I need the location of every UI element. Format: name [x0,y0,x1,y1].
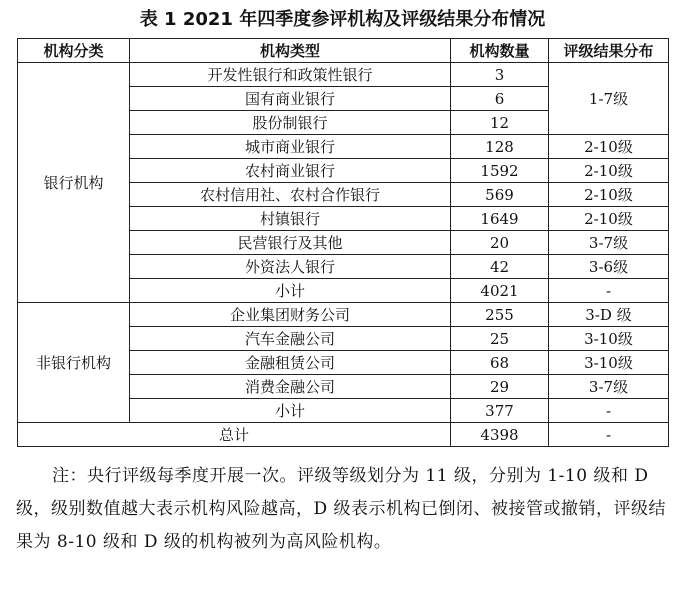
rating-cell: 3-7级 [549,231,669,255]
count-cell: 255 [451,303,549,327]
total-row [18,423,669,447]
count-cell: 1649 [451,207,549,231]
type-cell: 农村商业银行 [130,159,451,183]
count-cell: 68 [451,351,549,375]
table-row [18,63,669,87]
type-cell: 企业集团财务公司 [130,303,451,327]
type-cell: 开发性银行和政策性银行 [130,63,451,87]
rating-cell: 3-10级 [549,327,669,351]
count-cell: 12 [451,111,549,135]
subtotal-count: 4021 [451,279,549,303]
rating-cell: 2-10级 [549,159,669,183]
category-cell-nonbank: 非银行机构 [18,303,130,423]
count-cell: 20 [451,231,549,255]
subtotal-label: 小计 [130,399,451,423]
count-cell: 569 [451,183,549,207]
table-note: 注：央行评级每季度开展一次。评级等级划分为 11 级，分别为 1-10 级和 D 级，级别数值越大表示机构风险越高，D 级表示机构已倒闭、被接管或撤销，评级结果为 8-10 级和 D 级的机构被列为高风险机构。 [16,466,667,552]
subtotal-rating: - [549,279,669,303]
header-row [18,39,669,63]
type-cell: 外资法人银行 [130,255,451,279]
table-title: 表 1 2021 年四季度参评机构及评级结果分布情况 [139,9,546,30]
total-count: 4398 [451,423,549,447]
type-cell: 民营银行及其他 [130,231,451,255]
type-cell: 村镇银行 [130,207,451,231]
subtotal-count: 377 [451,399,549,423]
type-cell: 城市商业银行 [130,135,451,159]
count-cell: 128 [451,135,549,159]
table-row [18,303,669,327]
rating-cell: 3-10级 [549,351,669,375]
header-category: 机构分类 [18,39,130,63]
type-cell: 汽车金融公司 [130,327,451,351]
type-cell: 金融租赁公司 [130,351,451,375]
header-type: 机构类型 [130,39,451,63]
type-cell: 农村信用社、农村合作银行 [130,183,451,207]
rating-cell: 2-10级 [549,183,669,207]
count-cell: 6 [451,87,549,111]
count-cell: 42 [451,255,549,279]
rating-cell: 2-10级 [549,207,669,231]
category-cell-bank: 银行机构 [18,63,130,303]
subtotal-rating: - [549,399,669,423]
subtotal-label: 小计 [130,279,451,303]
total-label: 总计 [18,423,451,447]
rating-cell-merged: 1-7级 [549,63,669,135]
count-cell: 25 [451,327,549,351]
header-count: 机构数量 [451,39,549,63]
rating-cell: 2-10级 [549,135,669,159]
count-cell: 29 [451,375,549,399]
type-cell: 股份制银行 [130,111,451,135]
rating-table [17,38,669,447]
type-cell: 国有商业银行 [130,87,451,111]
count-cell: 3 [451,63,549,87]
rating-cell: 3-6级 [549,255,669,279]
count-cell: 1592 [451,159,549,183]
rating-cell: 3-D 级 [549,303,669,327]
total-rating: - [549,423,669,447]
type-cell: 消费金融公司 [130,375,451,399]
header-rating: 评级结果分布 [549,39,669,63]
rating-cell: 3-7级 [549,375,669,399]
